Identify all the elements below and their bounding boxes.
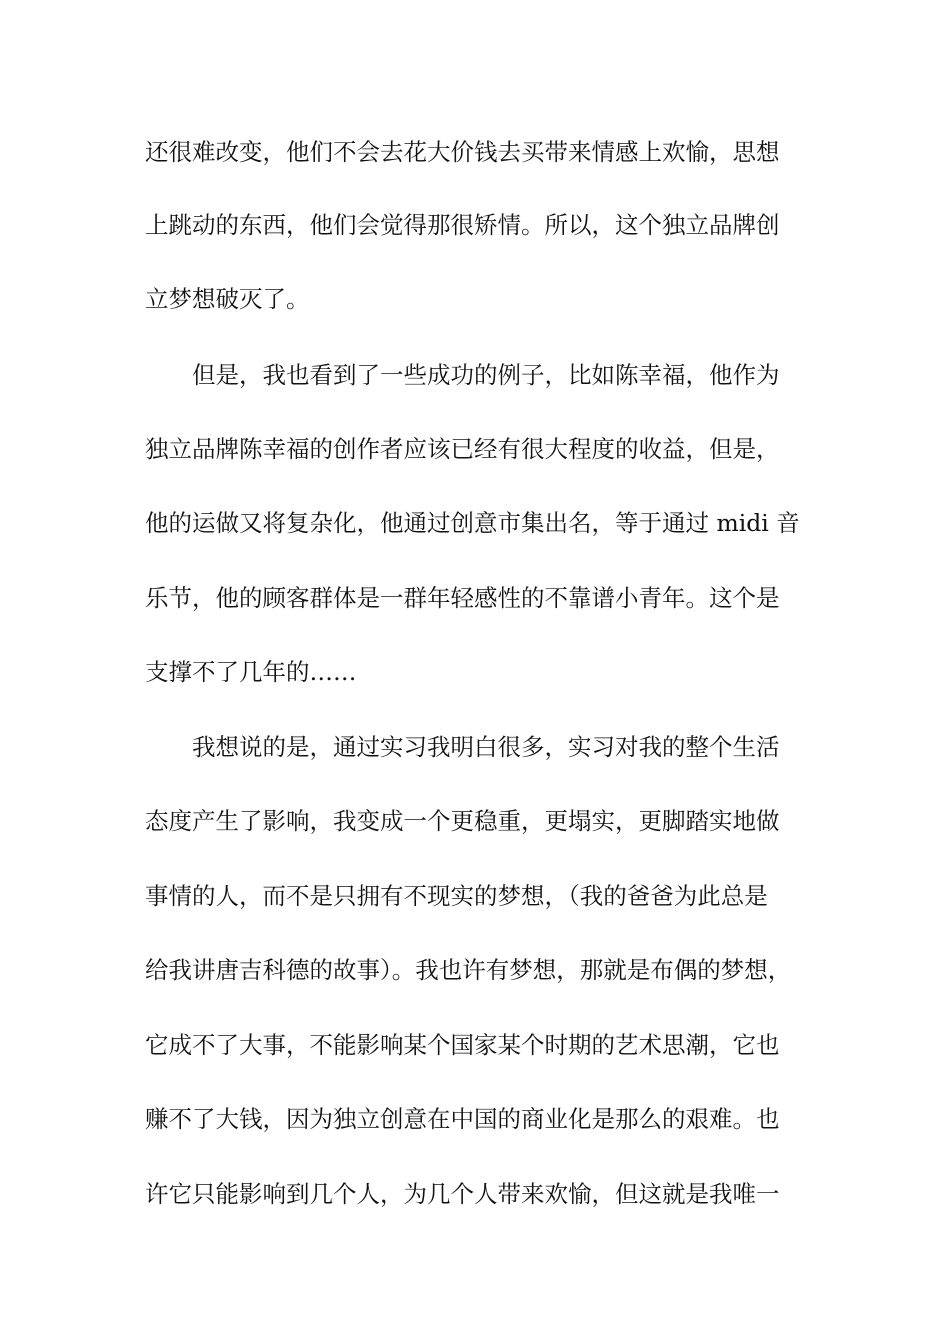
paragraph-start-line: 但是，我也看到了一些成功的例子，比如陈幸福，他作为 (192, 361, 780, 389)
text-line: 上跳动的东西，他们会觉得那很矫情。所以，这个独立品牌创 (145, 211, 780, 239)
text-line: 立梦想破灭了。 (145, 285, 310, 313)
text-line: 它成不了大事，不能影响某个国家某个时期的艺术思潮，它也 (145, 1031, 780, 1059)
text-line: 赚不了大钱，因为独立创意在中国的商业化是那么的艰难。也 (145, 1105, 780, 1133)
paragraph-start-line: 我想说的是，通过实习我明白很多，实习对我的整个生活 (192, 733, 780, 761)
text-line: 支撑不了几年的…… (145, 658, 357, 686)
text-line: 独立品牌陈幸福的创作者应该已经有很大程度的收益，但是， (145, 435, 780, 463)
text-line: 事情的人，而不是只拥有不现实的梦想，（我的爸爸为此总是 (145, 882, 768, 910)
text-line: 他的运做又将复杂化，他通过创意市集出名，等于通过 midi 音 (145, 509, 800, 537)
text-line: 态度产生了影响，我变成一个更稳重，更塌实，更脚踏实地做 (145, 807, 780, 835)
text-line: 乐节，他的顾客群体是一群年轻感性的不靠谱小青年。这个是 (145, 584, 780, 612)
text-line: 给我讲唐吉科德的故事）。我也许有梦想，那就是布偶的梦想， (145, 956, 792, 984)
text-line: 许它只能影响到几个人，为几个人带来欢愉，但这就是我唯一 (145, 1180, 780, 1208)
text-line: 还很难改变，他们不会去花大价钱去买带来情感上欢愉，思想 (145, 138, 780, 166)
